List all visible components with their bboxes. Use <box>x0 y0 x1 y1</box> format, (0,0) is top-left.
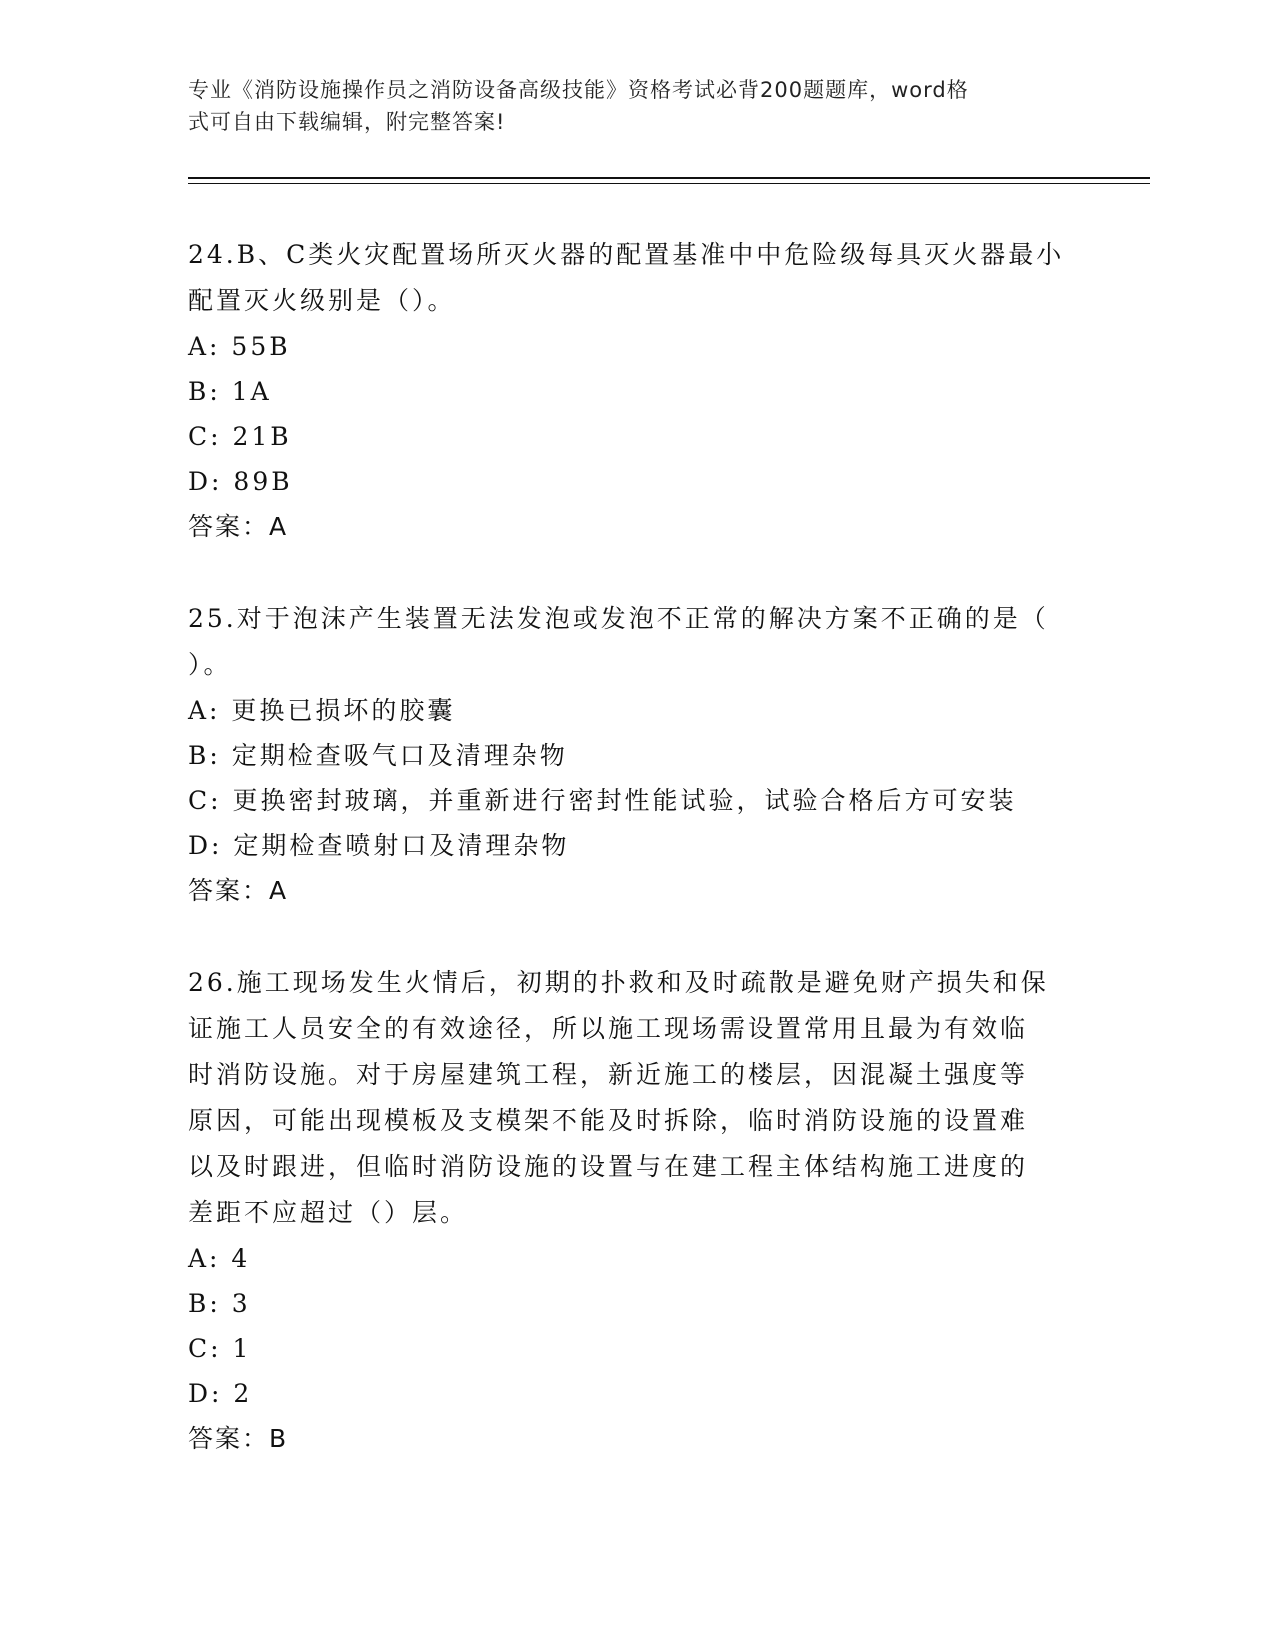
option-a: A: 更换已损坏的胶囊 <box>188 696 456 725</box>
option-b: B: 1A <box>188 377 272 406</box>
question-26 <box>188 960 1088 1462</box>
question-stem-line: 25.对于泡沫产生装置无法发泡或发泡不正常的解决方案不正确的是（ <box>188 604 1049 633</box>
option-a: A: 4 <box>188 1244 251 1273</box>
question-stem-line: 时消防设施。对于房屋建筑工程，新近施工的楼层，因混凝土强度等 <box>188 1060 1029 1089</box>
question-stem-line: ）。 <box>188 650 232 679</box>
answer-line: 答案：A <box>188 512 289 541</box>
question-stem-line: 配置灭火级别是（）。 <box>188 286 456 315</box>
question-stem-line: 26.施工现场发生火情后，初期的扑救和及时疏散是避免财产损失和保 <box>188 968 1049 997</box>
answer-line: 答案：B <box>188 1424 289 1453</box>
header-divider-thick <box>188 177 1150 179</box>
option-c: C: 21B <box>188 422 292 451</box>
question-stem-line: 差距不应超过（）层。 <box>188 1198 469 1227</box>
option-b: B: 3 <box>188 1289 251 1318</box>
option-d: D: 89B <box>188 467 293 496</box>
option-c: C: 更换密封玻璃，并重新进行密封性能试验，试验合格后方可安装 <box>188 786 1017 815</box>
question-stem-line: 证施工人员安全的有效途径，所以施工现场需设置常用且最为有效临 <box>188 1014 1029 1043</box>
option-b: B: 定期检查吸气口及清理杂物 <box>188 741 568 770</box>
document-header <box>188 74 1088 138</box>
option-c: C: 1 <box>188 1334 252 1363</box>
question-stem-line: 以及时跟进，但临时消防设施的设置与在建工程主体结构施工进度的 <box>188 1152 1029 1181</box>
question-stem-line: 24.B、C类火灾配置场所灭火器的配置基准中中危险级每具灭火器最小 <box>188 240 1065 269</box>
header-line-2: 式可自由下载编辑，附完整答案! <box>188 110 506 134</box>
header-divider-thin <box>188 183 1150 184</box>
header-line-1: 专业《消防设施操作员之消防设备高级技能》资格考试必背200题题库，word格 <box>188 78 969 102</box>
question-25 <box>188 596 1088 914</box>
answer-line: 答案：A <box>188 876 289 905</box>
question-24 <box>188 232 1088 550</box>
option-d: D: 2 <box>188 1379 253 1408</box>
option-d: D: 定期检查喷射口及清理杂物 <box>188 831 570 860</box>
question-stem-line: 原因，可能出现模板及支模架不能及时拆除，临时消防设施的设置难 <box>188 1106 1029 1135</box>
option-a: A: 55B <box>188 332 291 361</box>
